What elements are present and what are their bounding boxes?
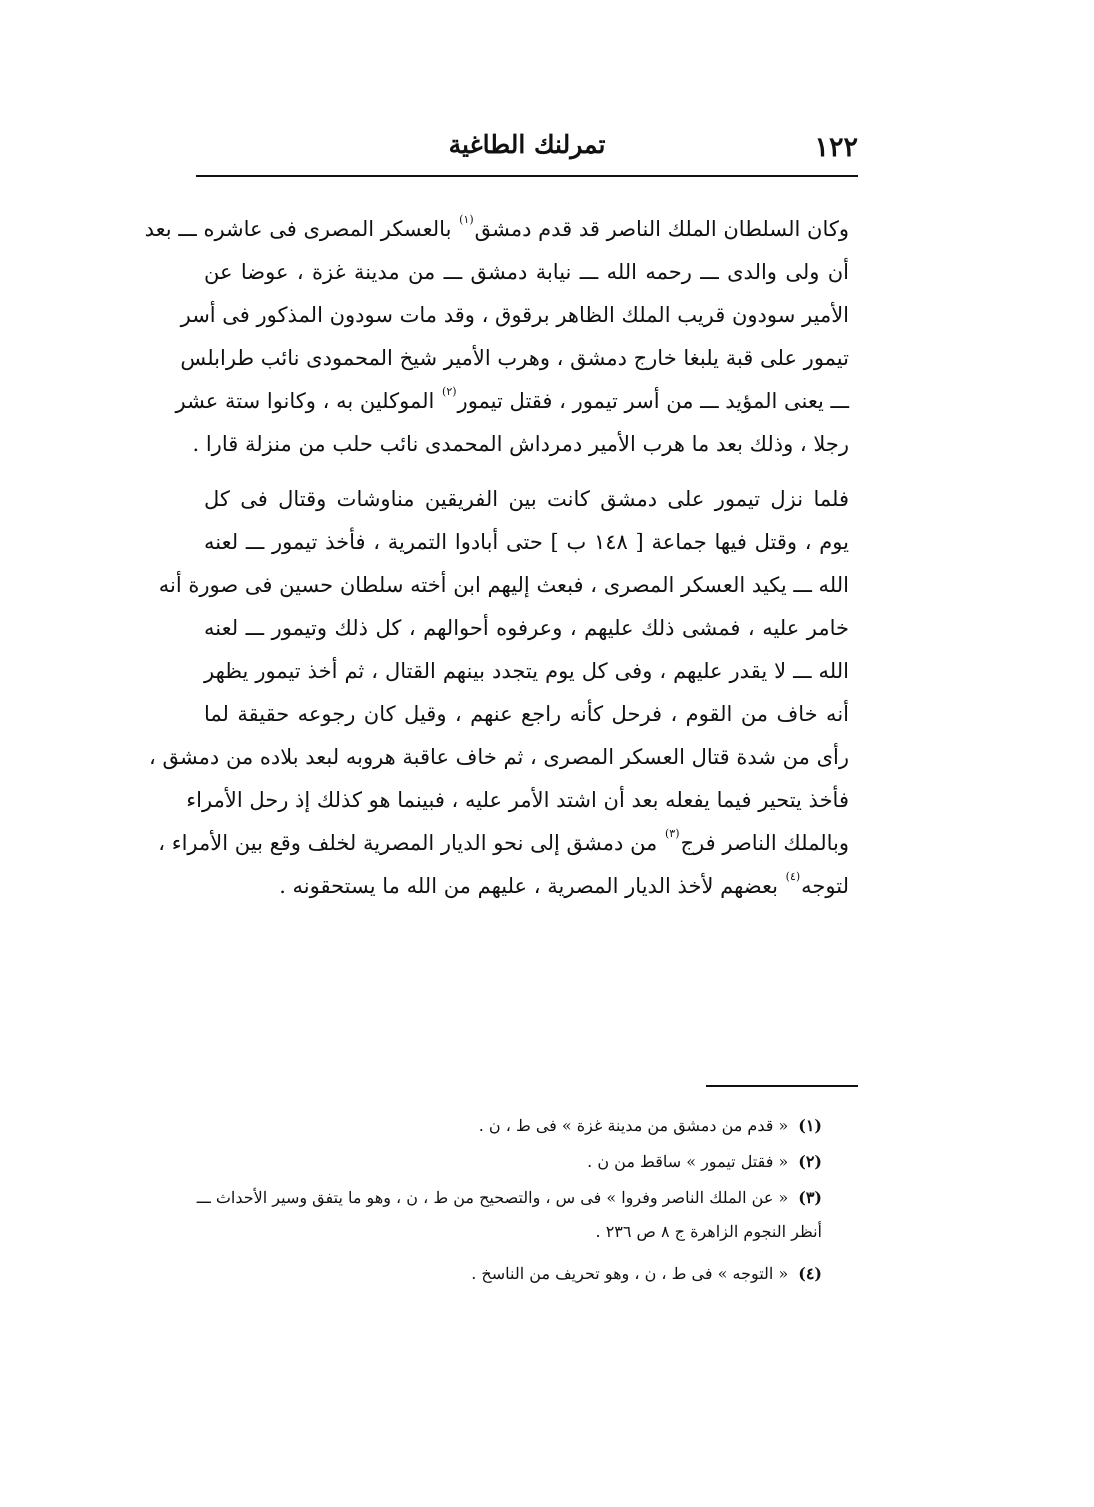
text-line: خامر عليه ، فمشى ذلك عليهم ، وعرفوه أحوالهم ، كل ذلك وتيمور ـــ لعنه	[204, 616, 849, 640]
text-line: رأى من شدة قتال العسكر المصرى ، ثم خاف عاقبة هروبه لبعد بلاده من دمشق ،	[148, 745, 849, 769]
footnote-number: (٢)	[798, 1152, 822, 1171]
footnote-4	[204, 1256, 822, 1292]
text-line: لتوجه$^{(٤)}$ بعضهم لأخذ الديار المصرية ، عليهم من الله ما يستحقونه .	[279, 870, 849, 898]
footnote-ref-3: (٣)	[664, 827, 680, 840]
text-line: وكان السلطان الملك الناصر قد قدم دمشق$^{(١)}$ بالعسكر المصرى فى عاشره ـــ بعد	[144, 213, 849, 241]
text-line: ـــ يعنى المؤيد ـــ من أسر تيمور ، فقتل تيمور$^{(٢)}$ الموكلين به ، وكانوا ستة عشر	[175, 385, 849, 413]
text-line: الله ـــ يكيد العسكر المصرى ، فبعث إليهم ابن أخته سلطان حسين فى صورة أنه	[158, 573, 849, 597]
footnote-2	[204, 1144, 822, 1180]
text-line: يوم ، وقتل فيها جماعة [ ١٤٨ ب ] حتى أبادوا التمرية ، فأخذ تيمور ـــ لعنه	[204, 530, 849, 554]
text-line: رجلا ، وذلك بعد ما هرب الأمير دمرداش المحمدى نائب حلب من منزلة قارا .	[192, 432, 849, 456]
footnote-text: « قدم من دمشق من مدينة غزة » فى ط ، ن .	[478, 1116, 789, 1135]
footnote-number: (٤)	[798, 1264, 822, 1283]
text-line: تيمور على قبة يلبغا خارج دمشق ، وهرب الأمير شيخ المحمودى نائب طرابلس	[180, 346, 849, 370]
text-line: فأخذ يتحير فيما يفعله بعد أن اشتد الأمر عليه ، فبينما هو كذلك إذ رحل الأمراء	[186, 788, 849, 812]
footnote-ref-2: (٢)	[442, 385, 457, 398]
header-rule	[196, 175, 858, 177]
footnote-text: « عن الملك الناصر وفروا » فى س ، والتصحيح من ط ، ن ، وهو ما يتفق وسير الأحداث ـــ	[196, 1188, 789, 1207]
paragraph-1	[144, 208, 849, 466]
paragraph-2	[148, 478, 849, 908]
text-line: فلما نزل تيمور على دمشق كانت بين الفريقين مناوشات وقتال فى كل	[204, 487, 849, 511]
footnote-ref-4: (٤)	[785, 870, 801, 883]
text-line: الأمير سودون قريب الملك الظاهر برقوق ، وقد مات سودون المذكور فى أسر	[180, 303, 849, 327]
footnote-text: « التوجه » فى ط ، ن ، وهو تحريف من الناسخ .	[471, 1264, 789, 1283]
footnote-number: (٣)	[798, 1188, 822, 1207]
footnote-3-continuation: أنظر النجوم الزاهرة ج ٨ ص ٢٣٦ .	[595, 1222, 822, 1241]
footnotes	[196, 1108, 822, 1292]
page-number: ١٢٢	[814, 132, 858, 163]
page-header	[196, 128, 858, 172]
main-text	[144, 208, 849, 908]
footnote-text: « فقتل تيمور » ساقط من ن .	[587, 1152, 789, 1171]
text-line: أن ولى والدى ـــ رحمه الله ـــ نيابة دمشق ـــ من مدينة غزة ، عوضا عن	[204, 260, 849, 284]
footnote-number: (١)	[798, 1116, 822, 1135]
footnote-ref-1: (١)	[459, 213, 474, 226]
text-line: الله ـــ لا يقدر عليهم ، وفى كل يوم يتجدد بينهم القتال ، ثم أخذ تيمور يظهر	[204, 659, 849, 683]
running-title: تمرلنك الطاغية	[448, 130, 606, 159]
text-line: أنه خاف من القوم ، فرحل كأنه راجع عنهم ، وقيل كان رجوعه حقيقة لما	[204, 702, 849, 726]
footnote-1	[204, 1108, 822, 1144]
footnote-rule	[706, 1085, 858, 1087]
footnote-3	[196, 1180, 822, 1216]
text-line: وبالملك الناصر فرج$^{(٣)}$ من دمشق إلى نحو الديار المصرية لخلف وقع بين الأمراء ،	[158, 827, 849, 855]
